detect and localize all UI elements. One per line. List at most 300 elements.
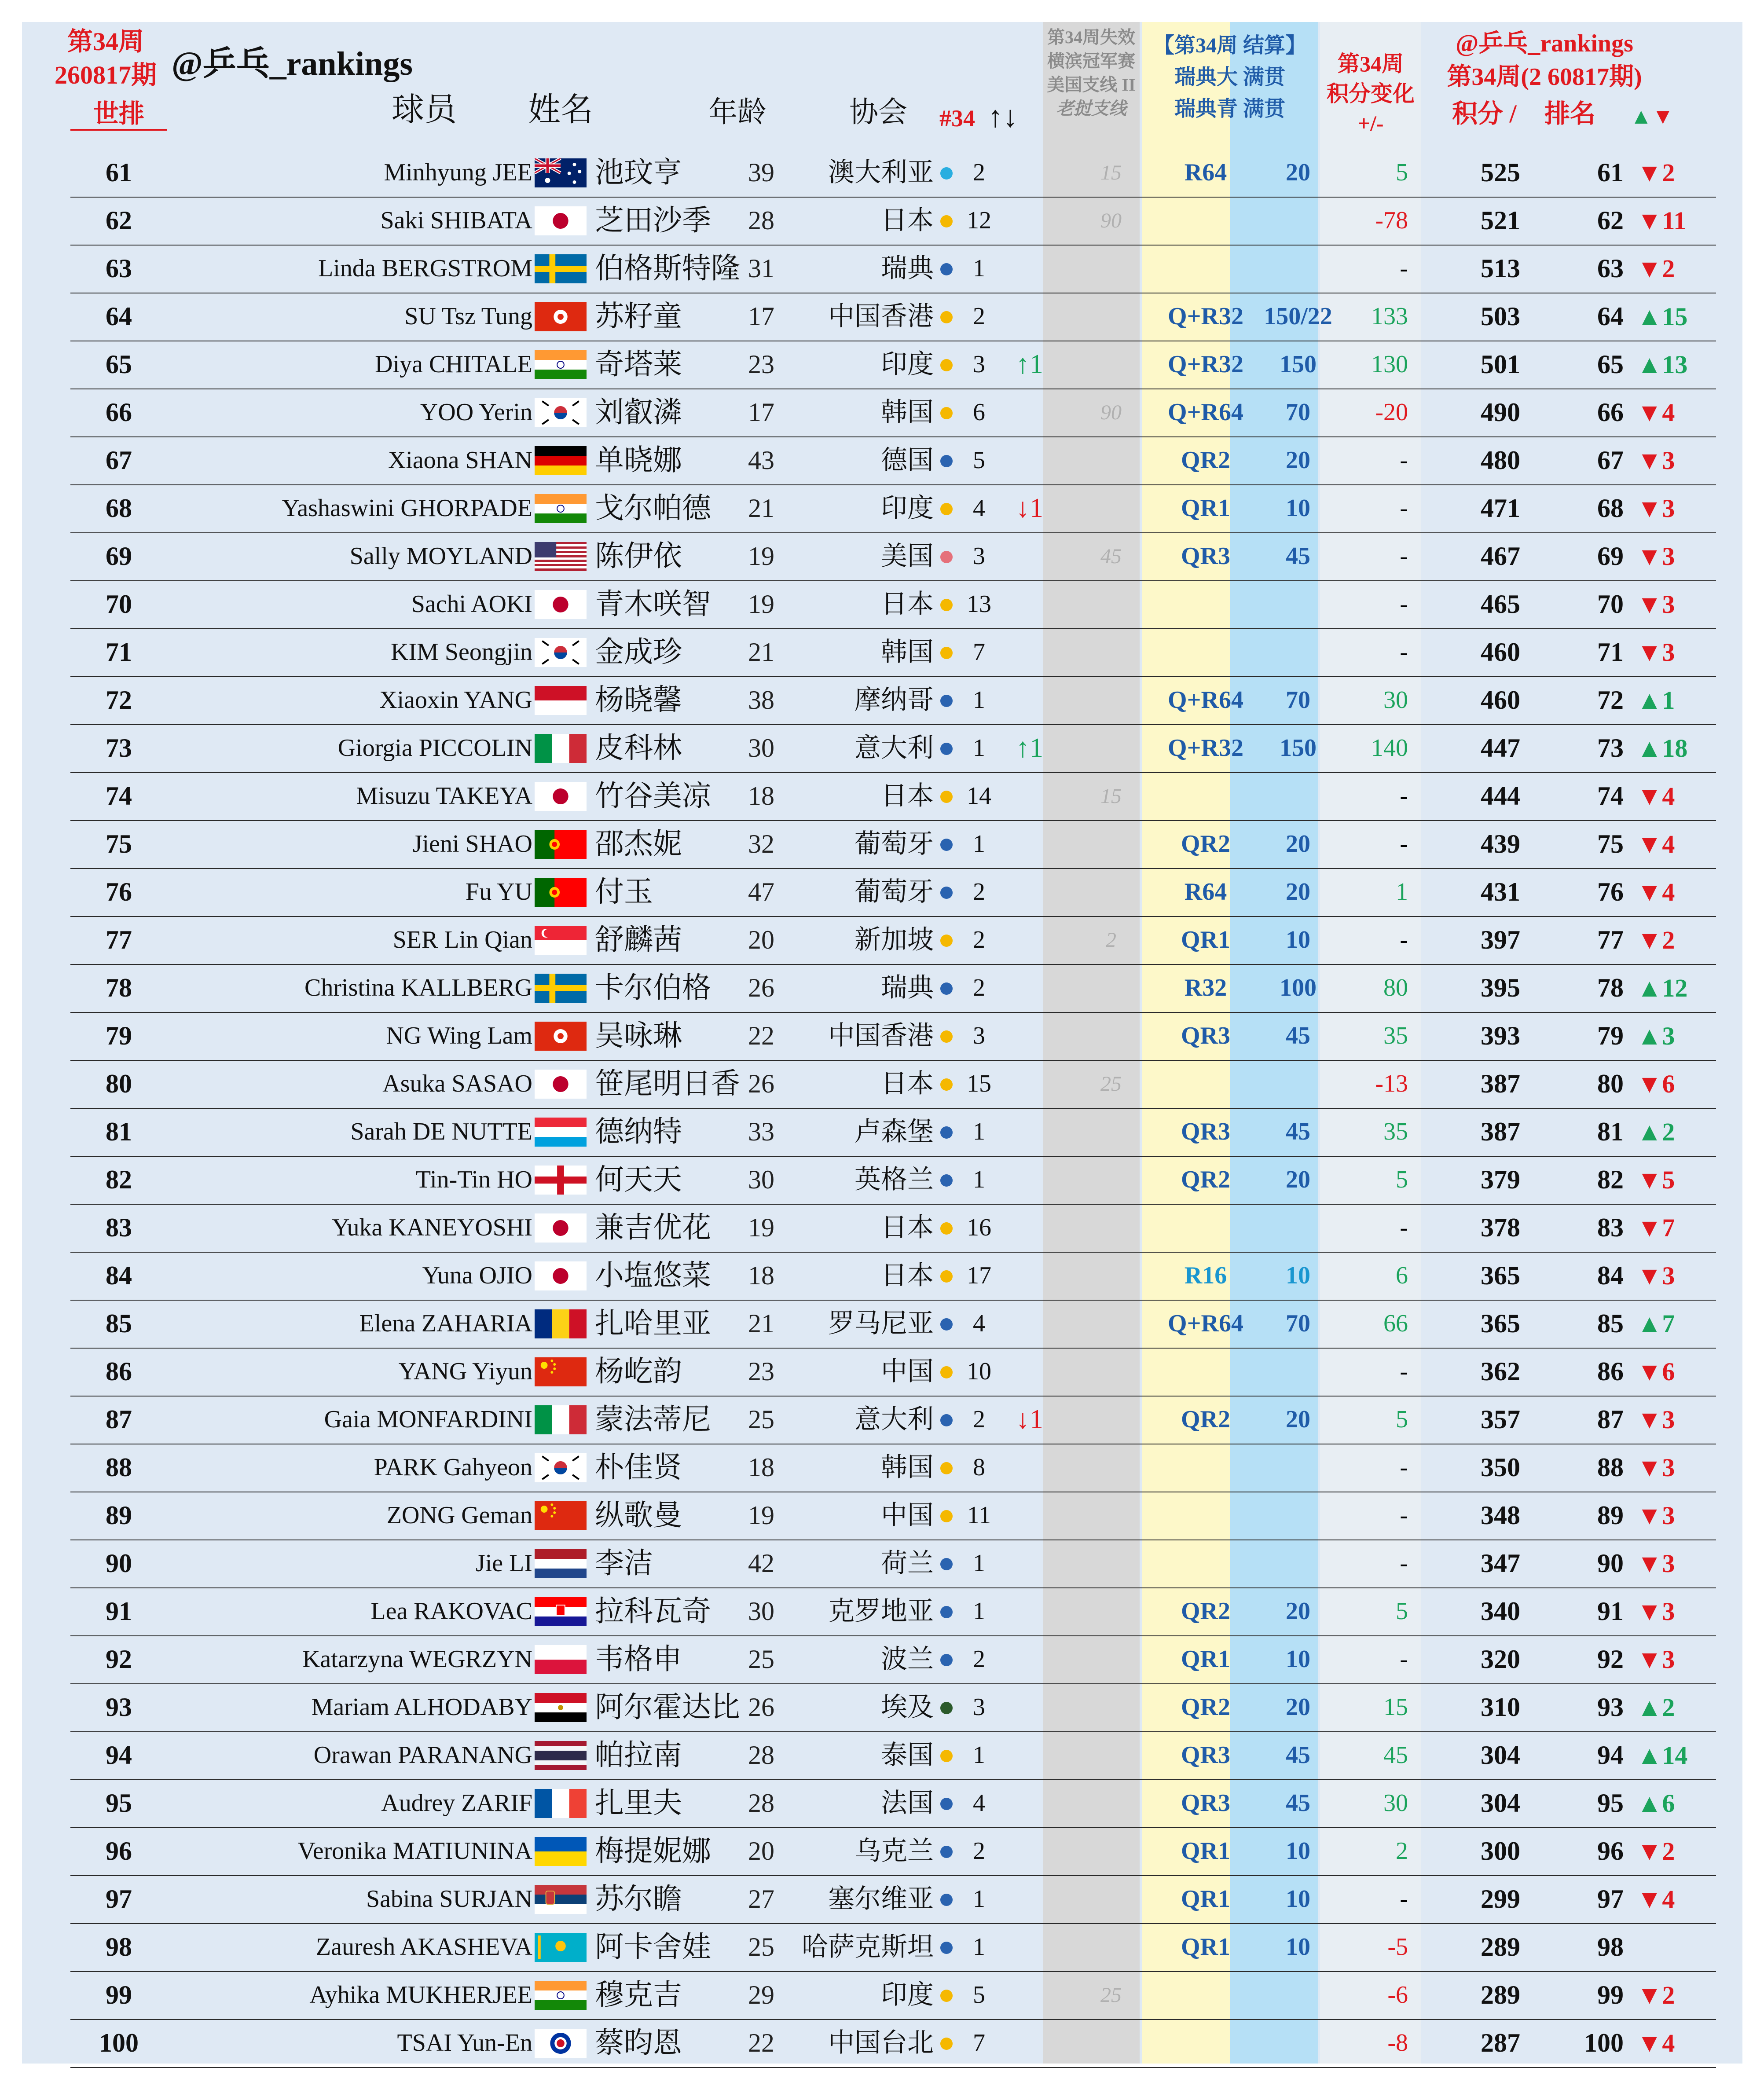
flag-se-icon bbox=[535, 974, 587, 1003]
event-result bbox=[1162, 1540, 1250, 1587]
player-name-en: Gaia MONFARDINI bbox=[324, 1406, 532, 1433]
event-result bbox=[1162, 2019, 1250, 2067]
association: 日本 bbox=[881, 206, 934, 235]
player-name-en: Elena ZAHARIA bbox=[359, 1310, 532, 1337]
player-name-cn: 朴佳贤 bbox=[595, 1452, 682, 1484]
assoc-count: 10 bbox=[967, 1358, 991, 1385]
event-points bbox=[1254, 1060, 1342, 1108]
player-name-en: Ayhika MUKHERJEE bbox=[309, 1981, 532, 2009]
rank-movement: ▼2 bbox=[1637, 254, 1675, 283]
flag-kr-icon bbox=[535, 638, 587, 667]
event-result bbox=[1162, 580, 1250, 628]
player-age: 28 bbox=[748, 206, 774, 235]
event-points: 10 bbox=[1286, 1837, 1310, 1865]
table-row bbox=[70, 389, 1716, 437]
player-name-cn: 阿尔霍达比 bbox=[595, 1691, 740, 1723]
event-result: QR3 bbox=[1181, 542, 1230, 570]
total-points: 397 bbox=[1481, 925, 1520, 954]
assoc-rank-change bbox=[1005, 868, 1054, 916]
player-age: 32 bbox=[748, 829, 774, 858]
flag-au-icon bbox=[535, 158, 587, 187]
flag-tpe-icon bbox=[535, 2029, 587, 2058]
rank-movement: ▼2 bbox=[1637, 926, 1675, 954]
new-rank: 63 bbox=[1597, 254, 1624, 283]
player-name-en: Fu YU bbox=[466, 878, 532, 905]
table-row bbox=[70, 436, 1716, 485]
world-rank: 87 bbox=[106, 1405, 132, 1434]
expiring-points: 45 bbox=[1100, 545, 1122, 568]
event-points: 45 bbox=[1286, 1741, 1310, 1769]
assoc-count: 1 bbox=[973, 686, 985, 714]
player-age: 25 bbox=[748, 1405, 774, 1434]
expiring-points bbox=[1065, 1108, 1157, 1156]
assoc-dot-icon bbox=[940, 359, 953, 371]
assoc-dot-icon bbox=[940, 1318, 953, 1331]
table-row bbox=[70, 1444, 1716, 1492]
points-header: 积分 / bbox=[1452, 99, 1517, 128]
world-rank: 71 bbox=[106, 638, 132, 667]
player-age: 18 bbox=[748, 1453, 774, 1482]
assoc-dot-icon bbox=[940, 1558, 953, 1570]
assoc-count: 3 bbox=[973, 351, 985, 378]
flag-eg-icon bbox=[535, 1693, 587, 1722]
event-points: 10 bbox=[1286, 1933, 1310, 1961]
player-name-en: Sally MOYLAND bbox=[349, 542, 532, 570]
total-points: 350 bbox=[1481, 1453, 1520, 1482]
assoc-dot-icon bbox=[940, 647, 953, 659]
event-result bbox=[1162, 245, 1250, 293]
world-rank: 99 bbox=[106, 1980, 132, 2009]
expiring-points: 25 bbox=[1100, 1983, 1122, 2007]
rank-movement: ▼3 bbox=[1637, 1453, 1675, 1482]
flag-pl-icon bbox=[535, 1645, 587, 1674]
table-row bbox=[70, 820, 1716, 869]
expiring-points bbox=[1065, 1348, 1157, 1396]
change-header-line1: 第34周 bbox=[1338, 51, 1404, 76]
assoc-count: 1 bbox=[973, 255, 985, 282]
event-points: 45 bbox=[1286, 1118, 1310, 1145]
event-points: 20 bbox=[1286, 830, 1310, 858]
assoc-rank-change bbox=[1005, 1204, 1054, 1252]
rank-movement: ▲14 bbox=[1637, 1741, 1688, 1770]
total-points: 304 bbox=[1481, 1741, 1520, 1770]
age-header: 年龄 bbox=[708, 96, 766, 128]
new-rank: 80 bbox=[1597, 1069, 1624, 1098]
total-points: 431 bbox=[1481, 877, 1520, 906]
event-points bbox=[1254, 1444, 1342, 1492]
association: 罗马尼亚 bbox=[828, 1309, 934, 1338]
flag-pt-icon bbox=[535, 830, 587, 859]
association: 印度 bbox=[881, 350, 934, 379]
event-result: R32 bbox=[1184, 974, 1227, 1001]
flag-rs-icon bbox=[535, 1885, 587, 1914]
assoc-count: 4 bbox=[973, 1310, 985, 1337]
rank-movement: ▼2 bbox=[1637, 158, 1675, 187]
expire-header-line1: 第34周失效 bbox=[1047, 27, 1135, 47]
assoc-dot-icon bbox=[940, 791, 953, 803]
world-rank-header: 世排 bbox=[70, 99, 167, 131]
assoc-rank-change: ↑1 bbox=[1016, 733, 1043, 763]
total-points: 439 bbox=[1481, 829, 1520, 858]
player-name-cn: 蒙法蒂尼 bbox=[595, 1404, 711, 1436]
settle-header bbox=[1142, 30, 1318, 125]
assoc-dot-icon bbox=[940, 2038, 953, 2050]
table-row bbox=[70, 1635, 1716, 1684]
table-row bbox=[70, 341, 1716, 389]
rank-movement: ▲1 bbox=[1637, 686, 1675, 715]
event-result bbox=[1162, 1444, 1250, 1492]
assoc-rank-change bbox=[1005, 1540, 1054, 1587]
table-row bbox=[70, 1204, 1716, 1253]
points-change: - bbox=[1400, 1550, 1408, 1577]
updown-header: ↑↓ bbox=[988, 100, 1018, 133]
assoc-dot-icon bbox=[940, 1366, 953, 1378]
settle-header-line2: 瑞典大 满贯 bbox=[1174, 66, 1285, 89]
expiring-points bbox=[1065, 1923, 1157, 1971]
flag-de-icon bbox=[535, 446, 587, 475]
event-result: Q+R32 bbox=[1168, 734, 1243, 762]
points-change: - bbox=[1400, 782, 1408, 810]
assoc-rank-change bbox=[1005, 1060, 1054, 1108]
assoc-dot-icon bbox=[940, 215, 953, 227]
player-age: 23 bbox=[748, 1357, 774, 1386]
assoc-dot-icon bbox=[940, 551, 953, 563]
assoc-count: 1 bbox=[973, 1598, 985, 1625]
assoc-dot-icon bbox=[940, 455, 953, 467]
player-name-en: Diya CHITALE bbox=[375, 351, 532, 378]
player-age: 47 bbox=[748, 877, 774, 906]
world-rank: 100 bbox=[99, 2028, 139, 2057]
table-row bbox=[70, 149, 1716, 198]
association: 波兰 bbox=[881, 1645, 934, 1674]
points-change: -78 bbox=[1375, 207, 1408, 234]
assoc-dot-icon bbox=[940, 1702, 953, 1714]
player-name-en: Linda BERGSTROM bbox=[318, 255, 532, 282]
assoc-count: 12 bbox=[967, 207, 991, 234]
total-points: 387 bbox=[1481, 1069, 1520, 1098]
world-rank: 83 bbox=[106, 1213, 132, 1242]
assoc-count: 6 bbox=[973, 399, 985, 426]
event-points bbox=[1254, 197, 1342, 245]
flag-pt-icon bbox=[535, 878, 587, 907]
player-name-en: Orawan PARANANG bbox=[313, 1741, 532, 1769]
new-rank: 71 bbox=[1597, 638, 1624, 667]
points-change: 30 bbox=[1383, 686, 1408, 714]
assoc-count: 2 bbox=[973, 303, 985, 330]
table-row bbox=[70, 1875, 1716, 1924]
world-rank: 67 bbox=[106, 446, 132, 475]
new-rank: 92 bbox=[1597, 1645, 1624, 1674]
world-rank: 77 bbox=[106, 925, 132, 954]
player-name-en: Minhyung JEE bbox=[384, 159, 532, 186]
world-rank: 88 bbox=[106, 1453, 132, 1482]
flag-jp-icon bbox=[535, 782, 587, 811]
event-points: 20 bbox=[1286, 878, 1310, 905]
world-rank: 68 bbox=[106, 494, 132, 523]
event-points: 100 bbox=[1280, 974, 1317, 1001]
player-name-en: Mariam ALHODABY bbox=[311, 1693, 532, 1721]
rank-header: 排名 bbox=[1544, 99, 1596, 128]
assoc-count: 13 bbox=[967, 590, 991, 618]
rank-movement: ▼3 bbox=[1637, 638, 1675, 667]
player-age: 33 bbox=[748, 1117, 774, 1146]
player-name-cn: 陈伊依 bbox=[595, 540, 682, 572]
player-name-cn: 邵杰妮 bbox=[595, 828, 682, 860]
new-rank: 66 bbox=[1597, 398, 1624, 427]
assoc-dot-icon bbox=[940, 887, 953, 899]
assoc-dot-icon bbox=[940, 1990, 953, 2002]
event-points: 10 bbox=[1286, 1262, 1310, 1289]
total-points: 362 bbox=[1481, 1357, 1520, 1386]
total-points: 501 bbox=[1481, 350, 1520, 379]
expiring-points bbox=[1065, 1779, 1157, 1827]
event-points: 20 bbox=[1286, 1598, 1310, 1625]
world-rank: 95 bbox=[106, 1789, 132, 1818]
expiring-points: 90 bbox=[1100, 401, 1122, 424]
world-rank: 90 bbox=[106, 1549, 132, 1578]
table-row bbox=[70, 1587, 1716, 1636]
flag-en-icon bbox=[535, 1166, 587, 1195]
player-header: 球员 bbox=[392, 92, 457, 128]
event-result: Q+R64 bbox=[1168, 686, 1243, 714]
flag-hk-icon bbox=[535, 1022, 587, 1051]
world-rank: 80 bbox=[106, 1069, 132, 1098]
world-rank: 84 bbox=[106, 1261, 132, 1290]
new-rank: 99 bbox=[1597, 1980, 1624, 2009]
assoc-rank-change bbox=[1005, 1108, 1054, 1156]
association: 澳大利亚 bbox=[828, 158, 934, 187]
assoc-count: 3 bbox=[973, 1693, 985, 1721]
expiring-points bbox=[1065, 580, 1157, 628]
association: 克罗地亚 bbox=[828, 1597, 934, 1626]
player-name-en: NG Wing Lam bbox=[386, 1022, 532, 1049]
player-age: 19 bbox=[748, 1501, 774, 1530]
association: 韩国 bbox=[881, 1453, 934, 1482]
event-points: 70 bbox=[1286, 1310, 1310, 1337]
world-rank: 79 bbox=[106, 1021, 132, 1050]
assoc-count: 7 bbox=[973, 2029, 985, 2056]
rank-movement: ▼4 bbox=[1637, 878, 1675, 906]
assoc-count: 2 bbox=[973, 1837, 985, 1865]
points-change: - bbox=[1400, 1885, 1408, 1913]
assoc-rank-change: ↓1 bbox=[1016, 1404, 1043, 1434]
assoc-count: 15 bbox=[967, 1070, 991, 1097]
assoc-count: 1 bbox=[973, 1933, 985, 1961]
assoc-rank-change bbox=[1005, 2019, 1054, 2067]
assoc-rank-change bbox=[1005, 245, 1054, 293]
assoc-count: 2 bbox=[973, 926, 985, 953]
event-points bbox=[1254, 1204, 1342, 1252]
rank-movement: ▲2 bbox=[1637, 1118, 1675, 1146]
expiring-points bbox=[1065, 341, 1157, 389]
player-name-en: Lea RAKOVAC bbox=[370, 1598, 532, 1625]
table-row bbox=[70, 532, 1716, 581]
assoc-count: 7 bbox=[973, 638, 985, 666]
player-name-en: Jie LI bbox=[475, 1550, 532, 1577]
player-name-cn: 阿卡舍娃 bbox=[595, 1931, 711, 1963]
assoc-dot-icon bbox=[940, 1174, 953, 1187]
points-change: - bbox=[1400, 830, 1408, 858]
player-name-cn: 梅提妮娜 bbox=[595, 1835, 711, 1867]
assoc-rank-change bbox=[1005, 964, 1054, 1012]
points-change: - bbox=[1400, 255, 1408, 282]
assoc-rank-change bbox=[1005, 772, 1054, 820]
new-rank: 91 bbox=[1597, 1597, 1624, 1626]
ranking-sheet bbox=[22, 22, 1742, 2064]
expiring-points bbox=[1065, 1827, 1157, 1875]
points-change: 35 bbox=[1383, 1118, 1408, 1145]
total-points: 467 bbox=[1481, 542, 1520, 571]
total-points: 513 bbox=[1481, 254, 1520, 283]
association: 埃及 bbox=[881, 1693, 934, 1722]
expiring-points bbox=[1065, 676, 1157, 724]
player-name-cn: 付玉 bbox=[595, 876, 653, 908]
points-change: -13 bbox=[1375, 1070, 1408, 1097]
assoc-count: 1 bbox=[973, 830, 985, 858]
total-points: 525 bbox=[1481, 158, 1520, 187]
player-name-cn: 刘叡潾 bbox=[595, 396, 682, 429]
table-row bbox=[70, 1300, 1716, 1349]
event-points: 70 bbox=[1286, 399, 1310, 426]
table-row bbox=[70, 245, 1716, 293]
expire-header-line3: 美国支线 II bbox=[1047, 75, 1136, 95]
assoc-count: 1 bbox=[973, 1885, 985, 1913]
expiring-points bbox=[1065, 1300, 1157, 1348]
new-rank: 72 bbox=[1597, 685, 1624, 715]
rank-movement: ▼3 bbox=[1637, 1501, 1675, 1530]
table-row bbox=[70, 724, 1716, 773]
event-points: 10 bbox=[1286, 495, 1310, 522]
player-name-cn: 青木咲智 bbox=[595, 588, 711, 620]
assoc-rank-change bbox=[1005, 1348, 1054, 1396]
count-header: #34 bbox=[939, 105, 975, 132]
assoc-rank-change bbox=[1005, 1731, 1054, 1779]
total-points: 471 bbox=[1481, 494, 1520, 523]
player-age: 17 bbox=[748, 302, 774, 331]
player-age: 31 bbox=[748, 254, 774, 283]
flag-cn-icon bbox=[535, 1501, 587, 1530]
player-age: 30 bbox=[748, 733, 774, 762]
rank-movement: ▼2 bbox=[1637, 1981, 1675, 2009]
table-row bbox=[70, 1731, 1716, 1780]
event-result: QR2 bbox=[1181, 447, 1230, 474]
flag-lu-icon bbox=[535, 1118, 587, 1147]
expiring-points: 15 bbox=[1100, 784, 1122, 808]
assoc-dot-icon bbox=[940, 1078, 953, 1091]
event-result: QR3 bbox=[1181, 1118, 1230, 1145]
association: 泰国 bbox=[881, 1741, 934, 1770]
assoc-count: 2 bbox=[973, 1646, 985, 1673]
association: 中国台北 bbox=[828, 2028, 934, 2057]
new-rank: 64 bbox=[1597, 302, 1624, 331]
rank-movement: ▼4 bbox=[1637, 830, 1675, 858]
association: 日本 bbox=[881, 781, 934, 810]
player-age: 26 bbox=[748, 973, 774, 1002]
total-points: 444 bbox=[1481, 781, 1520, 810]
event-result: QR1 bbox=[1181, 926, 1230, 953]
points-change: -5 bbox=[1387, 1933, 1408, 1961]
player-name-cn: 奇塔莱 bbox=[595, 348, 682, 381]
assoc-rank-change bbox=[1005, 197, 1054, 245]
arrows-header-text: ▲▼ bbox=[1630, 104, 1674, 128]
rank-movement: ▼3 bbox=[1637, 1645, 1675, 1674]
total-points: 300 bbox=[1481, 1836, 1520, 1866]
expiring-points: 2 bbox=[1106, 928, 1116, 952]
rank-movement: ▲7 bbox=[1637, 1309, 1675, 1338]
assoc-dot-icon bbox=[940, 1270, 953, 1283]
rank-movement: ▲13 bbox=[1637, 350, 1688, 379]
association: 印度 bbox=[881, 494, 934, 523]
total-points: 365 bbox=[1481, 1309, 1520, 1338]
world-rank: 97 bbox=[106, 1884, 132, 1913]
new-rank: 78 bbox=[1597, 973, 1624, 1002]
event-points bbox=[1254, 580, 1342, 628]
flag-cn-icon bbox=[535, 1357, 587, 1386]
flag-it-icon bbox=[535, 734, 587, 763]
player-age: 20 bbox=[748, 1836, 774, 1866]
points-change: - bbox=[1400, 1214, 1408, 1241]
expiring-points bbox=[1065, 1635, 1157, 1683]
assoc-rank-change bbox=[1005, 1923, 1054, 1971]
flag-it-icon bbox=[535, 1405, 587, 1434]
world-rank: 66 bbox=[106, 398, 132, 427]
association: 摩纳哥 bbox=[854, 685, 934, 715]
points-change: - bbox=[1400, 447, 1408, 474]
player-name-en: Yashaswini GHORPADE bbox=[282, 495, 532, 522]
points-change: - bbox=[1400, 542, 1408, 570]
table-row bbox=[70, 1971, 1716, 2020]
total-points: 310 bbox=[1481, 1693, 1520, 1722]
new-rank: 75 bbox=[1597, 829, 1624, 858]
player-age: 21 bbox=[748, 1309, 774, 1338]
association: 韩国 bbox=[881, 638, 934, 667]
player-name-en: Xiaoxin YANG bbox=[379, 686, 532, 714]
table-row bbox=[70, 1108, 1716, 1157]
new-rank: 97 bbox=[1597, 1884, 1624, 1913]
world-rank: 94 bbox=[106, 1741, 132, 1770]
points-change: - bbox=[1400, 590, 1408, 618]
player-age: 20 bbox=[748, 925, 774, 954]
points-change: 5 bbox=[1396, 1598, 1408, 1625]
player-name-en: Jieni SHAO bbox=[412, 830, 532, 858]
player-name-cn: 拉科瓦奇 bbox=[595, 1595, 711, 1627]
assoc-dot-icon bbox=[940, 839, 953, 851]
world-rank: 69 bbox=[106, 542, 132, 571]
total-points: 460 bbox=[1481, 685, 1520, 715]
flag-kr-icon bbox=[535, 398, 587, 427]
assoc-rank-change bbox=[1005, 1875, 1054, 1923]
event-points bbox=[1254, 1540, 1342, 1587]
new-rank: 87 bbox=[1597, 1405, 1624, 1434]
event-points: 20 bbox=[1286, 159, 1310, 186]
association: 哈萨克斯坦 bbox=[802, 1932, 934, 1961]
expiring-points bbox=[1065, 724, 1157, 772]
flag-ro-icon bbox=[535, 1309, 587, 1338]
table-row bbox=[70, 1060, 1716, 1109]
assoc-rank-change bbox=[1005, 676, 1054, 724]
association: 日本 bbox=[881, 590, 934, 619]
world-rank: 93 bbox=[106, 1693, 132, 1722]
assoc-dot-icon bbox=[940, 1222, 953, 1235]
world-rank: 96 bbox=[106, 1836, 132, 1866]
player-name-en: ZONG Geman bbox=[386, 1502, 532, 1529]
total-points: 447 bbox=[1481, 733, 1520, 762]
event-result bbox=[1162, 628, 1250, 676]
world-rank: 63 bbox=[106, 254, 132, 283]
total-points: 393 bbox=[1481, 1021, 1520, 1050]
brand2-header-line1: @乒乓_rankings bbox=[1456, 30, 1633, 57]
total-points: 348 bbox=[1481, 1501, 1520, 1530]
